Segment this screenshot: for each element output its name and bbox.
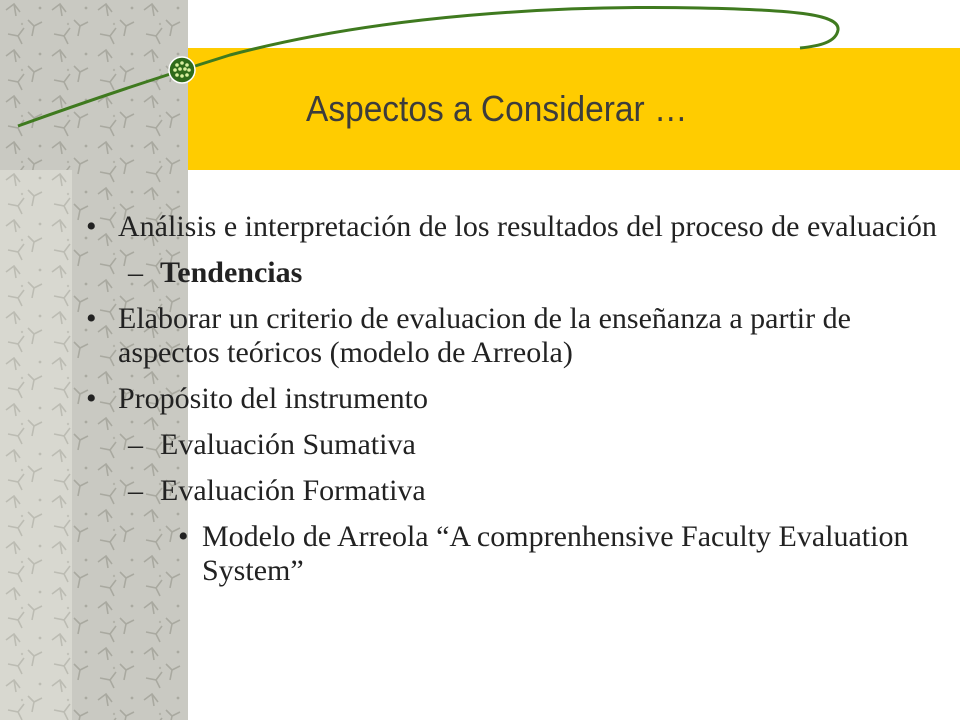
dash-marker: –: [128, 474, 143, 507]
list-item: [72, 256, 952, 290]
slide-title: Aspectos a Considerar …: [306, 88, 688, 129]
list-item-text: Evaluación Sumativa: [160, 428, 416, 461]
list-item-text: Tendencias: [160, 256, 303, 289]
list-item-text: Evaluación Formativa: [160, 474, 426, 507]
bullet-marker: •: [86, 382, 97, 415]
list-item: [72, 474, 952, 508]
bullet-list: [72, 210, 952, 600]
list-item: [72, 210, 952, 244]
list-item-text: Propósito del instrumento: [118, 382, 428, 415]
list-item: [72, 428, 952, 462]
list-item: [72, 302, 952, 370]
bullet-marker: •: [86, 210, 97, 243]
bullet-marker: •: [86, 302, 97, 335]
list-item-text: Modelo de Arreola “A comprenhensive Faculty Evaluation System”: [202, 520, 909, 587]
bullet-marker: •: [178, 520, 189, 553]
list-item-text: Elaborar un criterio de evaluacion de la enseñanza a partir de aspectos teóricos (modelo de Arreola): [118, 302, 851, 369]
decorative-inner-strip: [0, 170, 72, 720]
list-item-text: Análisis e interpretación de los resultados del proceso de evaluación: [118, 210, 937, 243]
list-item: [72, 382, 952, 416]
list-item: [72, 520, 952, 588]
dash-marker: –: [128, 428, 143, 461]
dotted-knob-icon: [168, 56, 196, 84]
dash-marker: –: [128, 256, 143, 289]
